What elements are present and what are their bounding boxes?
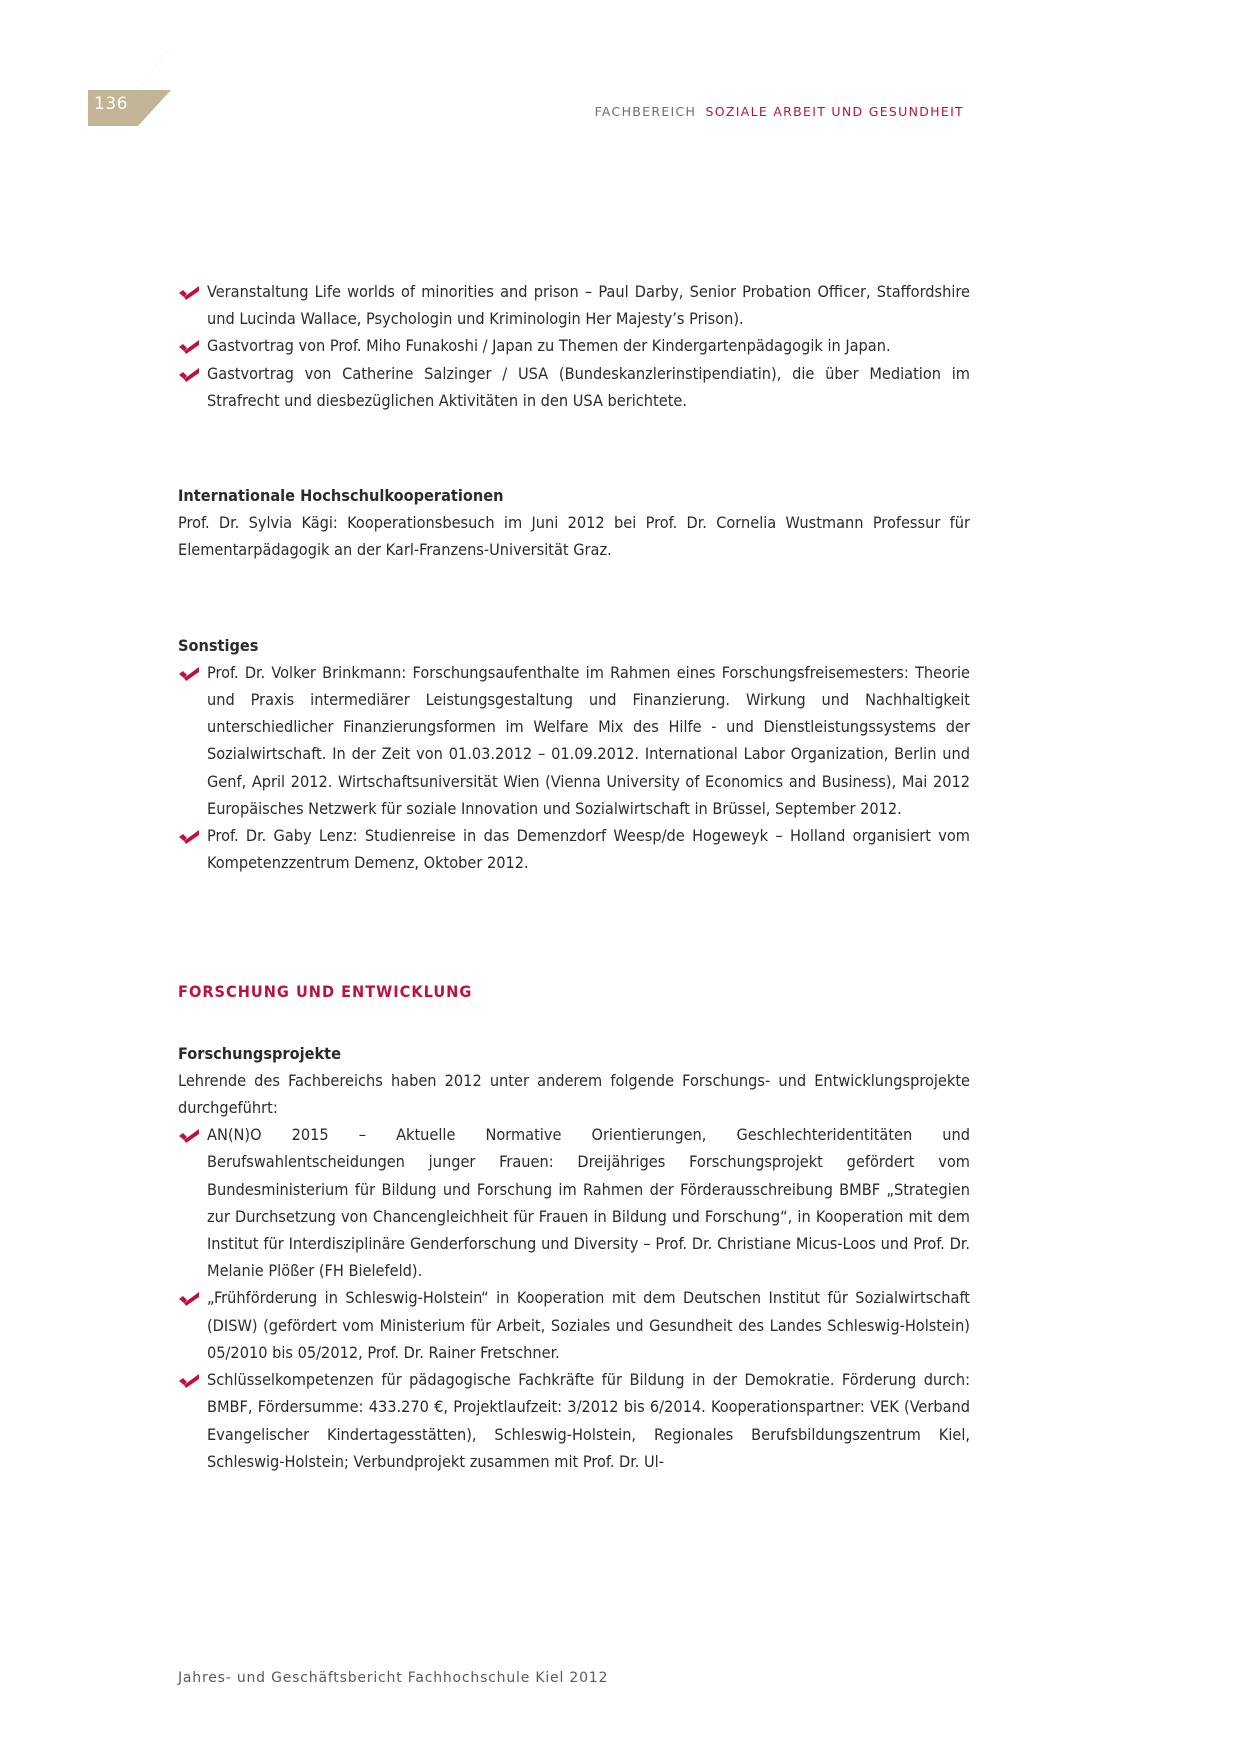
research-intro: Lehrende des Fachbereichs haben 2012 unter anderem folgende Forschungs- und Entwicklungsprojekte durchgeführt: <box>178 1070 970 1118</box>
event-text: Veranstaltung Life worlds of minorities and prison – Paul Darby, Senior Probation Officer, Staffordshire und Lucinda Wallace, Psychologin und Kriminologin Her Majesty’s Prison). <box>207 282 970 329</box>
check-arrow-icon <box>178 284 200 300</box>
research-text: Schlüsselkompetenzen für pädagogische Fachkräfte für Bildung in der Demokratie. Förderung durch: BMBF, Fördersumme: 433.270 €, Projektlaufzeit: 3/2012 bis 6/2014. Kooperationspartner: VEK (Verband Evangelischer Kindertagesstätten), Schleswig-Holstein, Regionales Berufsbildungszentrum Kiel, Schleswig-Holstein; Verbundprojekt zusammen mit Prof. Dr. Ul- <box>207 1370 970 1471</box>
list-item <box>178 332 970 359</box>
list-item <box>178 360 970 414</box>
section-title-research: FORSCHUNG UND ENTWICKLUNG <box>178 982 473 1002</box>
events-list <box>178 278 970 414</box>
list-item <box>178 1121 970 1284</box>
department-label: FACHBEREICH <box>594 104 697 119</box>
check-arrow-icon <box>178 828 200 844</box>
research-subheading: Forschungsprojekte <box>178 1043 342 1063</box>
running-head <box>595 104 964 119</box>
list-item <box>178 1284 970 1366</box>
list-item <box>178 1366 970 1475</box>
check-arrow-icon <box>178 1372 200 1388</box>
list-item <box>178 822 970 876</box>
check-arrow-icon <box>178 1127 200 1143</box>
list-item <box>178 659 970 822</box>
research-text: „Frühförderung in Schleswig-Holstein“ in Kooperation mit dem Deutschen Institut für Sozialwirtschaft (DISW) (gefördert vom Ministerium für Arbeit, Soziales und Gesundheit des Landes Schleswig-Holstein) 05/2010 bis 05/2012, Prof. Dr. Rainer Fretschner. <box>207 1288 970 1362</box>
international-text: Prof. Dr. Sylvia Kägi: Kooperationsbesuch im Juni 2012 bei Prof. Dr. Cornelia Wustmann Professur für Elementarpädagogik an der Karl-Franzens-Universität Graz. <box>178 513 970 560</box>
main-content <box>178 278 970 1475</box>
check-arrow-icon <box>178 366 200 382</box>
list-item <box>178 278 970 332</box>
department-name: SOZIALE ARBEIT UND GESUNDHEIT <box>705 104 964 119</box>
page-footer: Jahres- und Geschäftsbericht Fachhochschule Kiel 2012 <box>178 1670 609 1686</box>
event-text: Gastvortrag von Prof. Miho Funakoshi / Japan zu Themen der Kindergartenpädagogik in Japan. <box>207 336 891 356</box>
check-arrow-icon <box>178 338 200 354</box>
international-heading: Internationale Hochschulkooperationen <box>178 486 504 506</box>
sonstiges-text: Prof. Dr. Gaby Lenz: Studienreise in das Demenzdorf Weesp/de Hogeweyk – Holland organisiert vom Kompetenzzentrum Demenz, Oktober 2012. <box>207 826 970 873</box>
sonstiges-text: Prof. Dr. Volker Brinkmann: Forschungsaufenthalte im Rahmen eines Forschungsfreisemesters: Theorie und Praxis intermediärer Leistungsgestaltung und Finanzierung. Wirkung und Nachhaltigkeit unterschiedlicher Finanzierungsformen im Welfare Mix des Hilfe - und Dienstleistungssystems der Sozialwirtschaft. In der Zeit von 01.03.2012 – 01.09.2012. International Labor Organization, Berlin und Genf, April 2012. Wirtschaftsuniversität Wien (Vienna University of Economics and Business), Mai 2012 Europäisches Netzwerk für soziale Innovation und Sozialwirtschaft in Brüssel, September 2012. <box>207 662 970 818</box>
event-text: Gastvortrag von Catherine Salzinger / USA (Bundeskanzlerinstipendiatin), die über Mediation im Strafrecht und diesbezüglichen Aktivitäten in den USA berichtete. <box>207 363 970 410</box>
page-number: 136 <box>94 94 128 114</box>
check-arrow-icon <box>178 1290 200 1306</box>
sonstiges-list <box>178 659 970 877</box>
check-arrow-icon <box>178 665 200 681</box>
sonstiges-heading: Sonstiges <box>178 635 259 655</box>
research-text: AN(N)O 2015 – Aktuelle Normative Orientierungen, Geschlechteridentitäten und Berufswahlentscheidungen junger Frauen: Dreijähriges Forschungsprojekt gefördert vom Bundesministerium für Bildung und Forschung im Rahmen der Förderausschreibung BMBF „Strategien zur Durchsetzung von Chancengleichheit für Frauen in Bildung und Forschung“, in Kooperation mit dem Institut für Interdisziplinäre Genderforschung und Diversity – Prof. Dr. Christiane Micus-Loos und Prof. Dr. Melanie Plößer (FH Bielefeld). <box>207 1125 970 1281</box>
research-list <box>178 1121 970 1475</box>
page-number-tab <box>0 0 180 140</box>
